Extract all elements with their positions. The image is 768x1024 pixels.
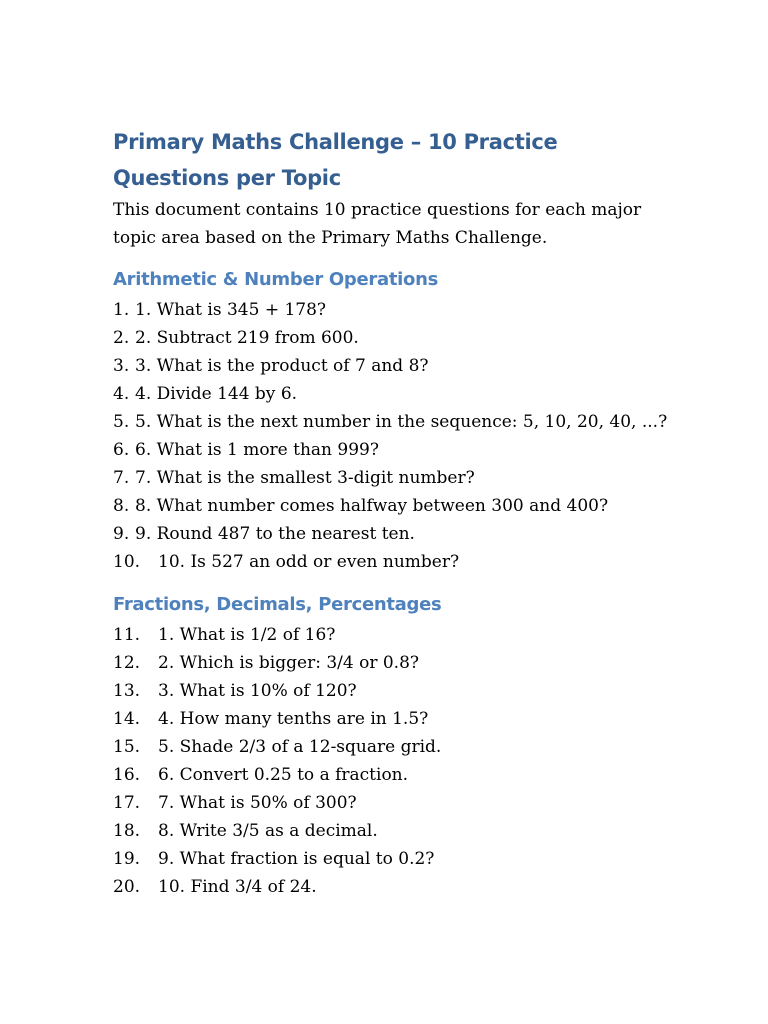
question-number: 14.	[113, 709, 141, 729]
question-text: 3. What is the product of 7 and 8?	[135, 356, 429, 376]
document-intro: This document contains 10 practice questions for each major topic area based on the Primary Maths Challenge.	[113, 200, 642, 248]
question-text: 1. What is 345 + 178?	[135, 300, 327, 320]
question-item	[113, 380, 673, 408]
question-number: 17.	[113, 793, 141, 813]
document-title: Primary Maths Challenge – 10 Practice Questions per Topic	[113, 130, 558, 190]
question-text: 6. What is 1 more than 999?	[135, 440, 379, 460]
question-item	[113, 677, 673, 705]
question-text: 9. Round 487 to the nearest ten.	[135, 524, 415, 544]
question-text: 1. What is 1/2 of 16?	[158, 625, 336, 645]
question-text: 10. Find 3/4 of 24.	[158, 877, 317, 897]
question-item	[113, 705, 673, 733]
question-item	[113, 520, 673, 548]
question-text: 2. Which is bigger: 3/4 or 0.8?	[158, 653, 420, 673]
question-item	[113, 436, 673, 464]
question-text: 3. What is 10% of 120?	[158, 681, 357, 701]
question-number: 9.	[113, 524, 130, 544]
question-number: 3.	[113, 356, 130, 376]
question-item	[113, 464, 673, 492]
question-number: 18.	[113, 821, 141, 841]
question-number: 7.	[113, 468, 130, 488]
question-text: 4. Divide 144 by 6.	[135, 384, 298, 404]
question-item	[113, 621, 673, 649]
question-item	[113, 324, 673, 352]
section-heading-fractions: Fractions, Decimals, Percentages	[113, 594, 442, 615]
question-item	[113, 492, 673, 520]
question-number: 6.	[113, 440, 130, 460]
question-item	[113, 789, 673, 817]
question-item	[113, 733, 673, 761]
question-number: 1.	[113, 300, 130, 320]
question-item	[113, 352, 673, 380]
question-text: 2. Subtract 219 from 600.	[135, 328, 359, 348]
question-list-arithmetic	[113, 296, 673, 576]
question-item	[113, 296, 673, 324]
question-text: 6. Convert 0.25 to a fraction.	[158, 765, 409, 785]
question-text: 5. Shade 2/3 of a 12-square grid.	[158, 737, 442, 757]
question-number: 4.	[113, 384, 130, 404]
question-number: 11.	[113, 625, 141, 645]
question-list-fractions	[113, 621, 673, 901]
question-item	[113, 817, 673, 845]
question-item	[113, 408, 673, 436]
question-text: 10. Is 527 an odd or even number?	[158, 552, 460, 572]
document-content	[113, 124, 673, 901]
question-number: 5.	[113, 412, 130, 432]
question-number: 19.	[113, 849, 141, 869]
question-number: 8.	[113, 496, 130, 516]
question-number: 10.	[113, 552, 141, 572]
question-number: 16.	[113, 765, 141, 785]
question-text: 4. How many tenths are in 1.5?	[158, 709, 429, 729]
question-item	[113, 548, 673, 576]
question-item	[113, 649, 673, 677]
question-item	[113, 873, 673, 901]
question-number: 15.	[113, 737, 141, 757]
question-text: 7. What is the smallest 3-digit number?	[135, 468, 475, 488]
question-number: 13.	[113, 681, 141, 701]
question-text: 8. Write 3/5 as a decimal.	[158, 821, 378, 841]
section-heading-arithmetic: Arithmetic & Number Operations	[113, 269, 438, 290]
question-text: 9. What fraction is equal to 0.2?	[158, 849, 435, 869]
question-item	[113, 761, 673, 789]
question-text: 7. What is 50% of 300?	[158, 793, 357, 813]
question-number: 2.	[113, 328, 130, 348]
question-text: 8. What number comes halfway between 300 and 400?	[135, 496, 609, 516]
question-item	[113, 845, 673, 873]
question-number: 20.	[113, 877, 141, 897]
question-number: 12.	[113, 653, 141, 673]
question-text: 5. What is the next number in the sequence: 5, 10, 20, 40, ...?	[135, 412, 668, 432]
